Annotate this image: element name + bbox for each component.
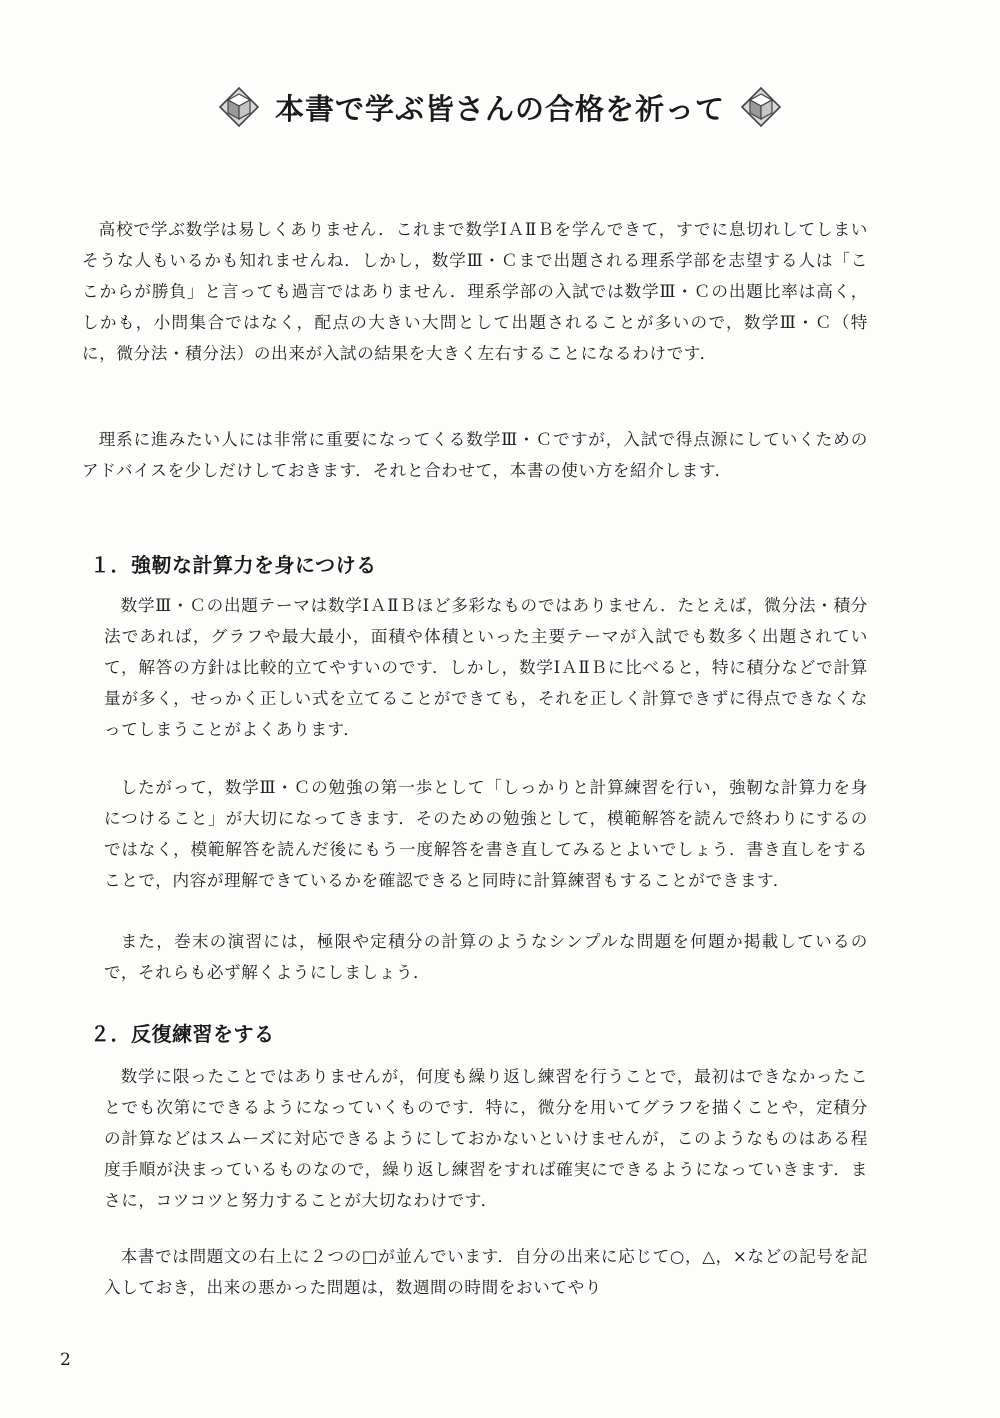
intro-paragraph: 高校で学ぶ数学は易しくありません．これまで数学ⅠＡⅡＢを学んできて，すでに息切れしてしまいそうな人もいるかも知れませんね．しかし，数学Ⅲ・Ｃまで出題される理系学部を志望する人は「ここからが勝負」と言っても過言ではありません．理系学部の入試では数学Ⅲ・Ｃの出題比率は高く，しかも，小問集合ではなく，配点の大きい大問として出題されることが多いので，数学Ⅲ・Ｃ（特に，微分法・積分法）の出来が入試の結果を大きく左右することになるわけです． <box>82 220 868 363</box>
cube-icon <box>217 85 261 129</box>
section-paragraph: 本書では問題文の右上に２つの□が並んでいます．自分の出来に応じて○，△，×などの記号を記入しておき，出来の悪かった問題は，数週間の時間をおいてやり <box>104 1247 868 1297</box>
page-number: 2 <box>60 1350 71 1370</box>
section-heading: ２．反復練習をする <box>90 1022 275 1046</box>
section-paragraph: また，巻末の演習には，極限や定積分の計算のようなシンプルな問題を何題か掲載しているので，それらも必ず解くようにしましょう． <box>104 932 868 982</box>
section-paragraph: 数学Ⅲ・Ｃの出題テーマは数学ⅠＡⅡＢほど多彩なものではありません．たとえば，微分法・積分法であれば，グラフや最大最小，面積や体積といった主要テーマが入試でも数多く出題されていて，解答の方針は比較的立てやすいのです．しかし，数学ⅠＡⅡＢに比べると，特に積分などで計算量が多く，せっかく正しい式を立てることができても，それを正しく計算できずに得点できなくなってしまうことがよくあります． <box>104 596 868 739</box>
intro-paragraph: 理系に進みたい人には非常に重要になってくる数学Ⅲ・Ｃですが，入試で得点源にしていくためのアドバイスを少しだけしておきます．それと合わせて，本書の使い方を紹介します． <box>82 430 868 480</box>
cube-icon <box>739 85 783 129</box>
section-paragraph: したがって，数学Ⅲ・Ｃの勉強の第一歩として「しっかりと計算練習を行い，強靭な計算力を身につけること」が大切になってきます．そのための勉強として，模範解答を読んで終わりにするのではなく，模範解答を読んだ後にもう一度解答を書き直してみるとよいでしょう．書き直しをすることで，内容が理解できているかを確認できると同時に計算練習もすることができます． <box>104 778 868 890</box>
section-paragraph: 数学に限ったことではありませんが，何度も繰り返し練習を行うことで，最初はできなかったことでも次第にできるようになっていくものです．特に，微分を用いてグラフを描くことや，定積分の計算などはスムーズに対応できるようにしておかないといけませんが，このようなものはある程度手順が決まっているものなので，繰り返し練習をすれば確実にできるようになっていきます．まさに，コツコツと努力することが大切なわけです． <box>104 1067 868 1210</box>
section-heading: １．強靭な計算力を身につける <box>90 553 377 577</box>
page-title: 本書で学ぶ皆さんの合格を祈って <box>274 91 725 126</box>
title-banner <box>0 82 1000 132</box>
